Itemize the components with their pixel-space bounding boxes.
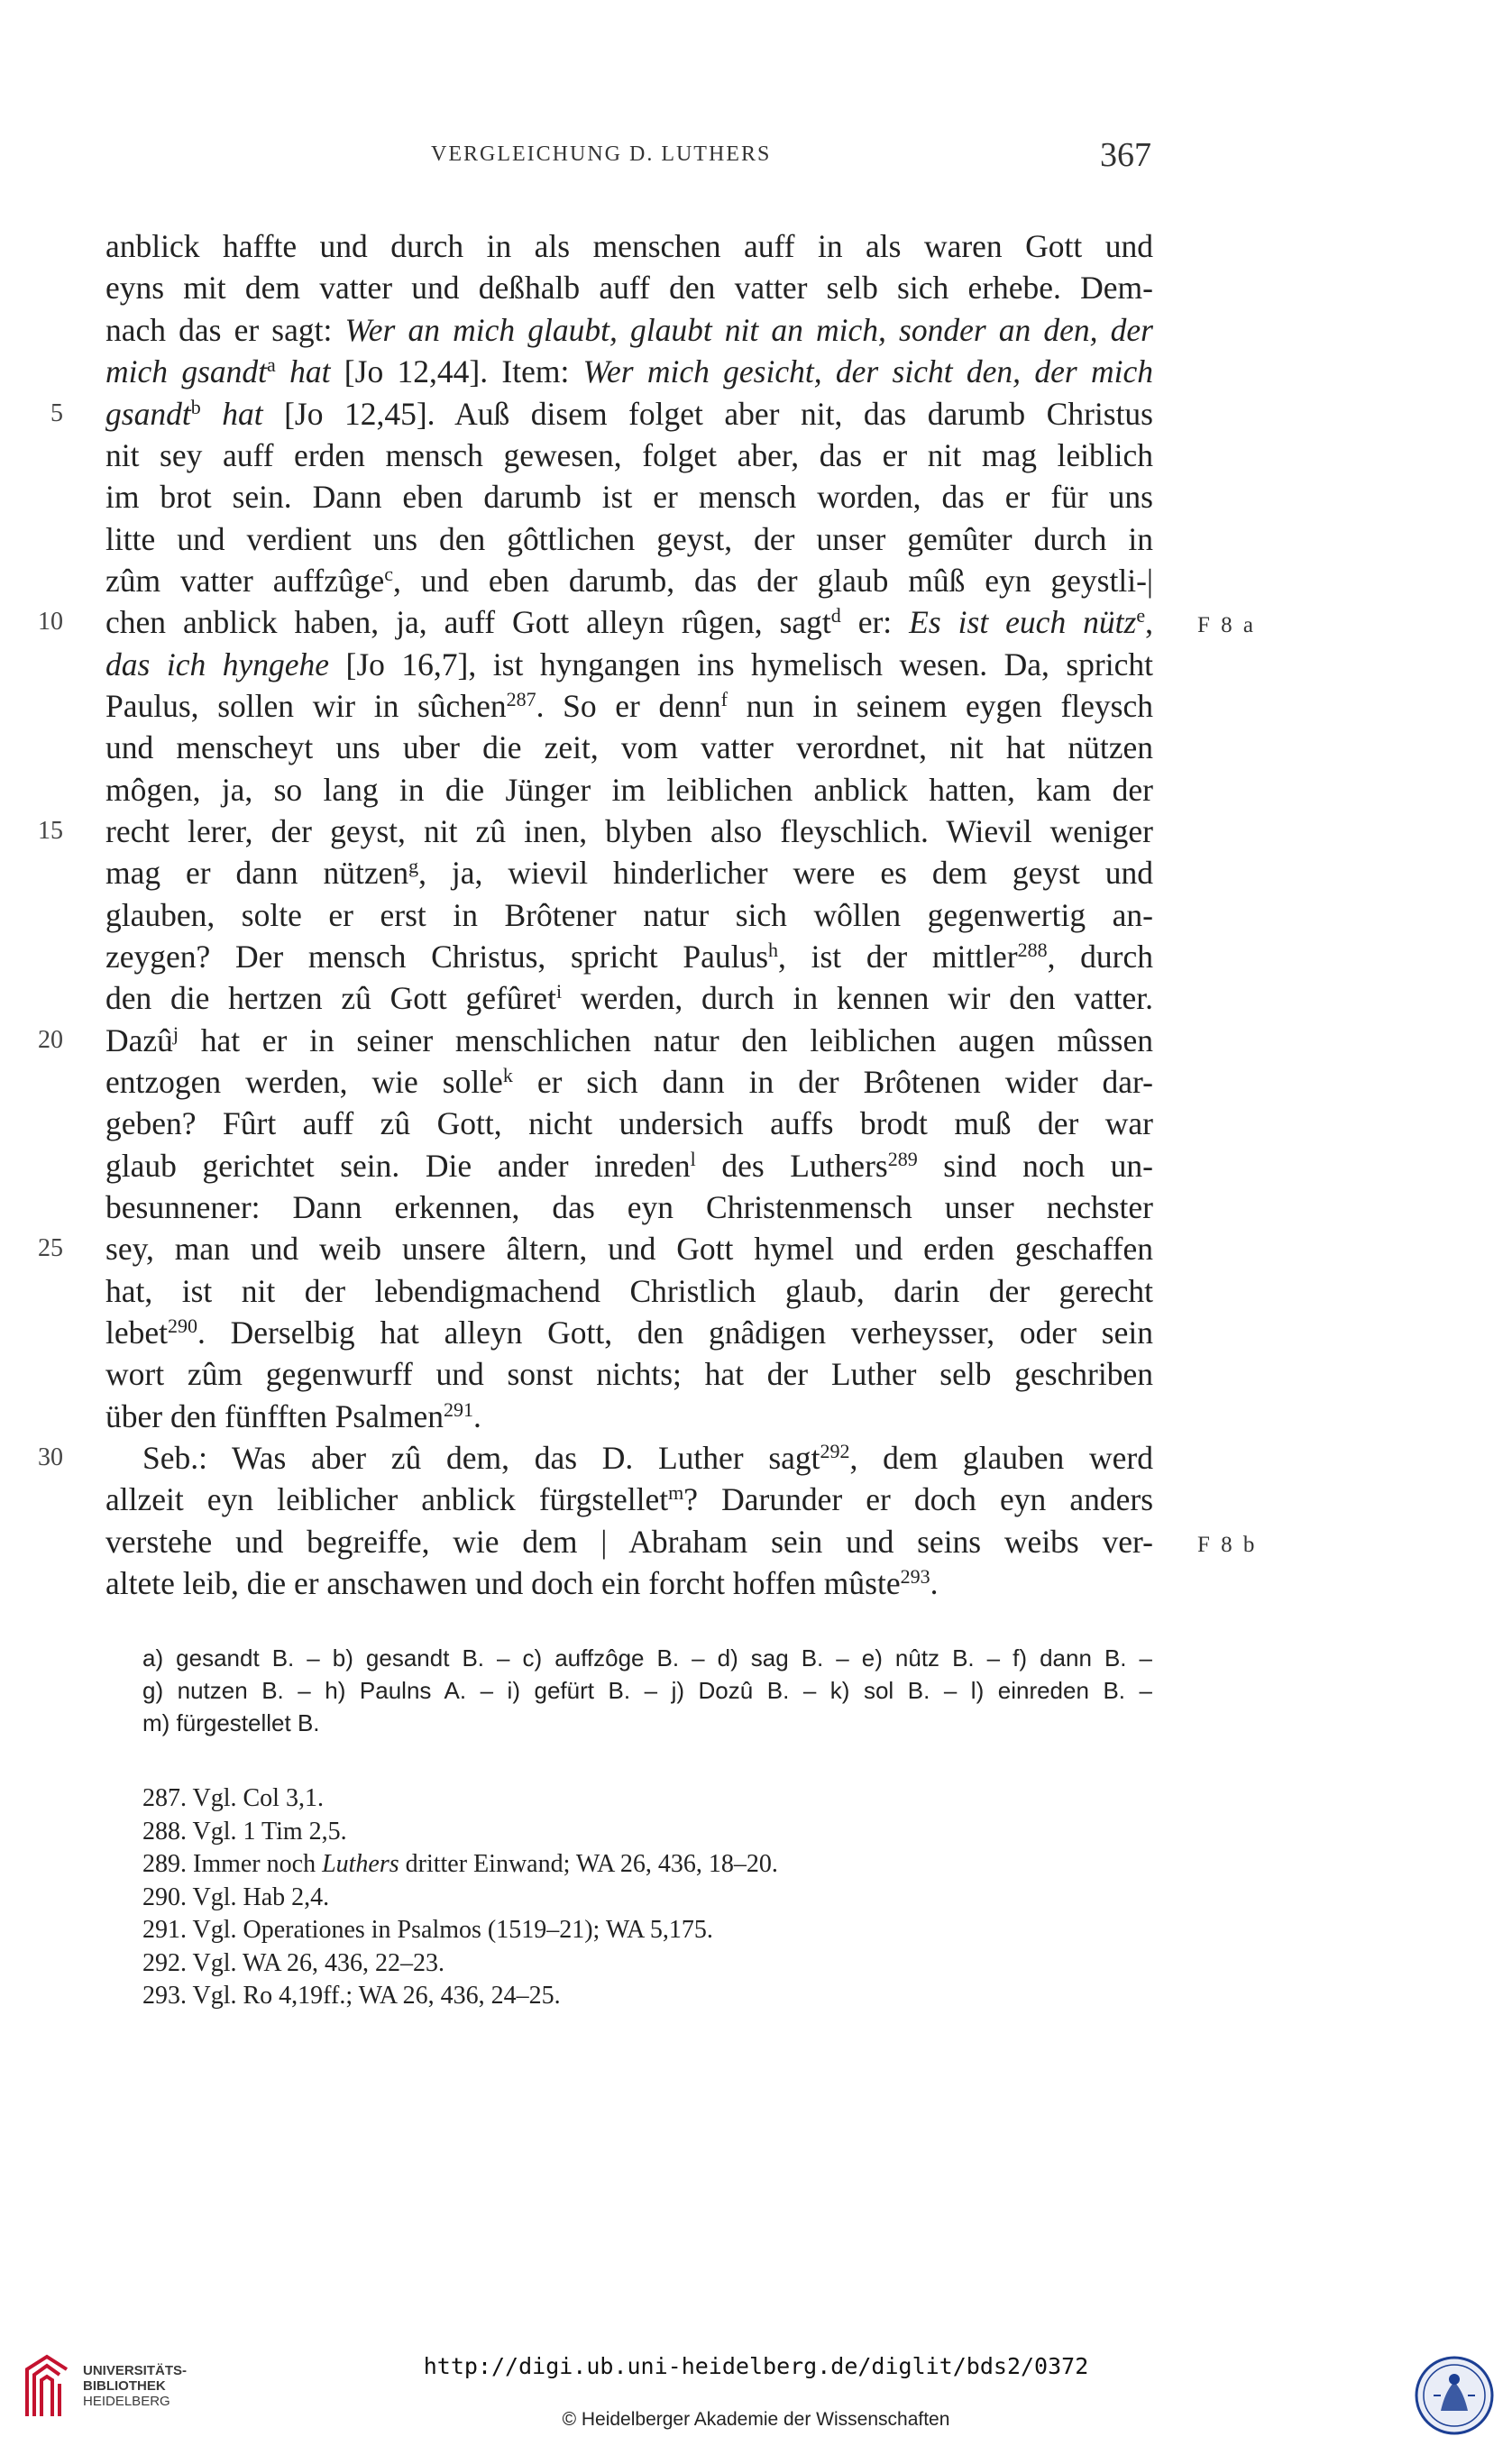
text-run: , ja, wievil hinderlicher were es dem geyst und	[418, 855, 1153, 891]
line-number: 20	[38, 1026, 63, 1054]
superscript-marker: d	[830, 603, 841, 627]
text-run: glauben, solte er erst in Brôtener natur sich wôllen gegenwertig an-	[105, 897, 1153, 933]
body-line	[105, 1562, 1153, 1604]
line-number: 5	[50, 399, 63, 427]
footnote	[142, 1817, 347, 1847]
text-run: sind noch un-	[917, 1148, 1153, 1184]
text-run: ,	[1145, 604, 1153, 640]
line-number: 10	[38, 608, 63, 636]
text-run: verstehe und begreiffe, wie dem | Abraham sein und seins weibs ver-	[105, 1524, 1153, 1560]
body-line	[105, 1020, 1153, 1061]
superscript-marker: 287	[506, 687, 536, 710]
body-line	[105, 1061, 1153, 1103]
footnote	[142, 1948, 444, 1979]
italic-text: Es ist euch nütz	[909, 604, 1137, 640]
italic-text: Luthers	[322, 1850, 399, 1878]
apparatus-line: g) nutzen B. – h) Paulns A. – i) gefürt B. – j) Dozû B. – k) sol B. – l) einreden B. –	[142, 1677, 1152, 1704]
text-run: nach das er sagt:	[105, 312, 345, 348]
library-name-line-3: HEIDELBERG	[83, 2394, 170, 2409]
superscript-marker: 291	[443, 1397, 473, 1421]
body-line	[105, 309, 1153, 351]
italic-text: das ich hyngehe	[105, 646, 329, 682]
body-line	[105, 393, 1153, 435]
text-run: dritter Einwand; WA 26, 436, 18–20.	[399, 1850, 778, 1878]
text-run: geben? Fûrt auff zû Gott, nicht undersich auffs brodt muß der war	[105, 1105, 1153, 1141]
apparatus-line: a) gesandt B. – b) gesandt B. – c) auffzôge B. – d) sag B. – e) nûtz B. – f) dann B. –	[142, 1644, 1152, 1672]
body-line	[105, 351, 1153, 392]
text-run: 293. Vgl. Ro 4,19ff.; WA 26, 436, 24–25.	[142, 1982, 561, 2010]
body-line	[105, 644, 1153, 685]
body-line	[105, 1312, 1153, 1353]
page-number: 367	[1100, 136, 1151, 174]
superscript-marker: m	[668, 1480, 684, 1504]
text-run: recht lerer, der geyst, nit zû inen, blyben also fleyschlich. Wievil weniger	[105, 813, 1153, 849]
text-run: glaub gerichtet sein. Die ander inreden	[105, 1148, 691, 1184]
superscript-marker: j	[172, 1021, 179, 1045]
italic-text: Wer mich gesicht, der sicht den, der mich	[582, 353, 1154, 389]
superscript-marker: 292	[820, 1439, 850, 1462]
academy-seal-icon	[1414, 2355, 1495, 2436]
text-run: 289. Immer noch	[142, 1850, 323, 1878]
folio-margin-note: F 8 b	[1197, 1533, 1258, 1557]
body-line	[105, 727, 1153, 768]
text-run: eyns mit dem vatter und deßhalb auff den vatter selb sich erhebe. Dem-	[105, 270, 1153, 306]
italic-text: Wer an mich glaubt, glaubt nit an mich, sonder an den, der	[344, 312, 1153, 348]
text-run: im brot sein. Dann eben darumb ist er mensch worden, das er für uns	[105, 479, 1153, 515]
superscript-marker: h	[768, 938, 779, 961]
text-run: . So er denn	[536, 688, 721, 724]
superscript-marker: 288	[1017, 938, 1048, 961]
superscript-marker: c	[384, 562, 394, 585]
text-run: 288. Vgl. 1 Tim 2,5.	[142, 1817, 347, 1846]
text-run: sey, man und weib unsere âltern, und Gott hymel und erden geschaffen	[105, 1231, 1153, 1267]
body-line	[105, 1103, 1153, 1144]
running-head: VERGLEICHUNG D. LUTHERS	[431, 142, 772, 166]
superscript-marker: a	[267, 353, 276, 376]
text-run: , durch	[1047, 939, 1153, 975]
text-run: über den fünfften Psalmen	[105, 1398, 444, 1434]
text-run: [Jo 16,7], ist hyngangen ins hymelisch wesen. Da, spricht	[329, 646, 1153, 682]
body-line	[105, 1479, 1153, 1520]
text-run: anblick haffte und durch in als menschen auff in als waren Gott und	[105, 228, 1153, 264]
folio-margin-note: F 8 a	[1197, 613, 1256, 637]
superscript-marker: l	[690, 1147, 696, 1170]
text-run: besunnener: Dann erkennen, das eyn Christenmensch unser nechster	[105, 1189, 1153, 1225]
italic-text: hat	[222, 396, 263, 432]
superscript-marker: 293	[900, 1564, 930, 1588]
text-run	[276, 353, 289, 389]
body-line	[105, 560, 1153, 601]
text-run: er sich dann in der Brôtenen wider dar-	[512, 1064, 1153, 1100]
library-name-line-2: BIBLIOTHEK	[83, 2378, 166, 2394]
copyright-notice: © Heidelberger Akademie der Wissenschaften	[562, 2409, 950, 2430]
text-run: und menscheyt uns uber die zeit, vom vatter verordnet, nit hat nützen	[105, 729, 1153, 765]
body-line	[105, 601, 1153, 643]
superscript-marker: i	[555, 979, 563, 1003]
body-line	[142, 1437, 1153, 1479]
body-line	[105, 1228, 1153, 1269]
text-run: altete leib, die er anschawen und doch ein forcht hoffen mûste	[105, 1565, 901, 1601]
footnote	[142, 1915, 713, 1946]
body-line	[105, 852, 1153, 893]
footnote	[142, 1981, 561, 2011]
footnote	[142, 1849, 778, 1880]
source-url-link[interactable]: http://digi.ub.uni-heidelberg.de/diglit/bds2/0372	[423, 2353, 1089, 2379]
body-line	[105, 1270, 1153, 1312]
text-run: ? Darunder er doch eyn anders	[683, 1481, 1154, 1517]
apparatus-line: m) fürgestellet B.	[142, 1709, 320, 1736]
body-line	[105, 1145, 1153, 1186]
body-line	[105, 894, 1153, 936]
text-run: mag er dann nützen	[105, 855, 409, 891]
library-name-line-1: UNIVERSITÄTS-	[83, 2363, 188, 2378]
text-run: , und eben darumb, das der glaub mûß eyn geystli-|	[393, 563, 1154, 599]
text-run: [Jo 12,45]. Auß disem folget aber nit, das darumb Christus	[262, 396, 1154, 432]
body-line	[105, 225, 1153, 267]
italic-text: gsandt	[105, 396, 191, 432]
footnote	[142, 1882, 329, 1913]
text-run: allzeit eyn leiblicher anblick fürgstellet	[105, 1481, 669, 1517]
text-run: den die hertzen zû Gott gefûret	[105, 980, 556, 1016]
text-run: , dem glauben werd	[849, 1440, 1153, 1476]
body-line	[105, 977, 1153, 1019]
text-run: 292. Vgl. WA 26, 436, 22–23.	[142, 1948, 444, 1977]
line-number: 30	[38, 1443, 63, 1471]
italic-text: mich gsandt	[105, 353, 268, 389]
text-run: zeygen? Der mensch Christus, spricht Paulus	[105, 939, 769, 975]
superscript-marker: k	[502, 1063, 513, 1086]
text-run: 290. Vgl. Hab 2,4.	[142, 1882, 330, 1911]
body-line	[105, 435, 1153, 476]
text-run: .	[930, 1565, 939, 1601]
superscript-marker: 289	[887, 1147, 918, 1170]
text-run: .	[472, 1398, 481, 1434]
text-run: nit sey auff erden mensch gewesen, folget aber, das er nit mag leiblich	[105, 437, 1153, 473]
footnote	[142, 1783, 324, 1814]
text-run: er:	[840, 604, 910, 640]
superscript-marker: g	[408, 854, 419, 877]
text-run	[201, 396, 223, 432]
text-run: zûm vatter auffzûge	[105, 563, 385, 599]
superscript-marker: b	[190, 395, 201, 418]
text-run: . Derselbig hat alleyn Gott, den gnâdigen verheysser, oder sein	[197, 1314, 1153, 1351]
body-line	[105, 1186, 1153, 1228]
body-line	[105, 476, 1153, 518]
superscript-marker: 290	[168, 1314, 197, 1337]
body-line	[105, 267, 1153, 308]
line-number: 25	[38, 1234, 63, 1262]
superscript-marker: e	[1136, 603, 1146, 627]
body-line	[105, 685, 1153, 727]
body-line	[105, 518, 1153, 560]
text-run: 287. Vgl. Col 3,1.	[142, 1784, 324, 1812]
text-run: chen anblick haben, ja, auff Gott alleyn rûgen, sagt	[105, 604, 831, 640]
text-run: hat er in seiner menschlichen natur den leiblichen augen mûssen	[179, 1022, 1153, 1058]
body-line	[105, 936, 1153, 977]
superscript-marker: f	[720, 687, 728, 710]
text-run: Dazû	[105, 1022, 173, 1058]
body-line	[105, 811, 1153, 852]
text-run: werden, durch in kennen wir den vatter.	[562, 980, 1153, 1016]
text-run: môgen, ja, so lang in die Jünger im leiblichen anblick hatten, kam der	[105, 772, 1153, 808]
text-run: 291. Vgl. Operationes in Psalmos (1519–21); WA 5,175.	[142, 1916, 713, 1944]
body-line	[105, 1396, 1153, 1437]
line-number: 15	[38, 817, 63, 845]
text-run: litte und verdient uns den gôttlichen geyst, der unser gemûter durch in	[105, 521, 1153, 557]
body-line	[105, 1521, 1153, 1562]
text-run: Seb.: Was aber zû dem, das D. Luther sagt	[142, 1440, 820, 1476]
text-run: Paulus, sollen wir in sûchen	[105, 688, 507, 724]
text-run: wort zûm gegenwurff und sonst nichts; hat der Luther selb geschriben	[105, 1356, 1153, 1392]
text-run: des Luthers	[695, 1148, 888, 1184]
italic-text: hat	[289, 353, 331, 389]
text-run: nun in seinem eygen fleysch	[727, 688, 1153, 724]
text-run: , ist der mittler	[778, 939, 1018, 975]
body-line	[105, 1353, 1153, 1395]
body-line	[105, 769, 1153, 811]
text-run: hat, ist nit der lebendigmachend Christlich glaub, darin der gerecht	[105, 1273, 1153, 1309]
text-run: entzogen werden, wie solle	[105, 1064, 503, 1100]
text-run: lebet	[105, 1314, 168, 1351]
text-run: [Jo 12,44]. Item:	[330, 353, 583, 389]
